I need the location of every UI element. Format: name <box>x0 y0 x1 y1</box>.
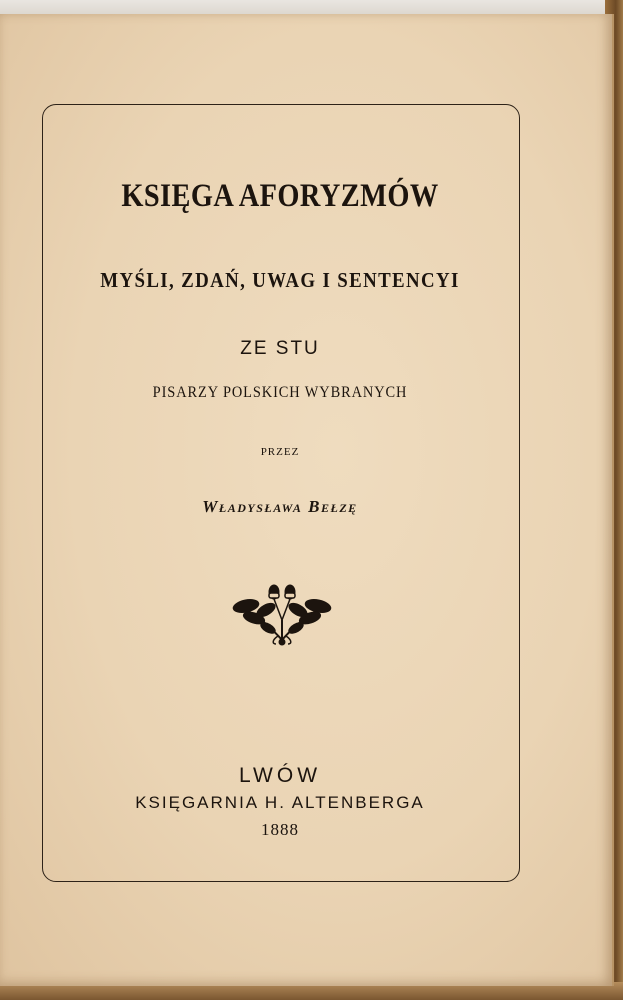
source-line-2: PISARZY POLSKICH WYBRANYCH <box>152 384 408 401</box>
by-label: PRZEZ <box>260 446 300 458</box>
book-title: KSIĘGA AFORYZMÓW <box>121 178 439 214</box>
source-line-1: ZE STU <box>240 338 320 359</box>
leaf-and-acorn-ornament-icon <box>228 580 336 646</box>
imprint-publisher: KSIĘGARNIA H. ALTENBERGA <box>135 793 425 812</box>
author-name: Władysława Bełzę <box>202 497 358 516</box>
imprint-year: 1888 <box>261 820 299 839</box>
book-subtitle: MYŚLI, ZDAŃ, UWAG I SENTENCYI <box>100 268 460 292</box>
imprint-place: LWÓW <box>238 764 322 787</box>
